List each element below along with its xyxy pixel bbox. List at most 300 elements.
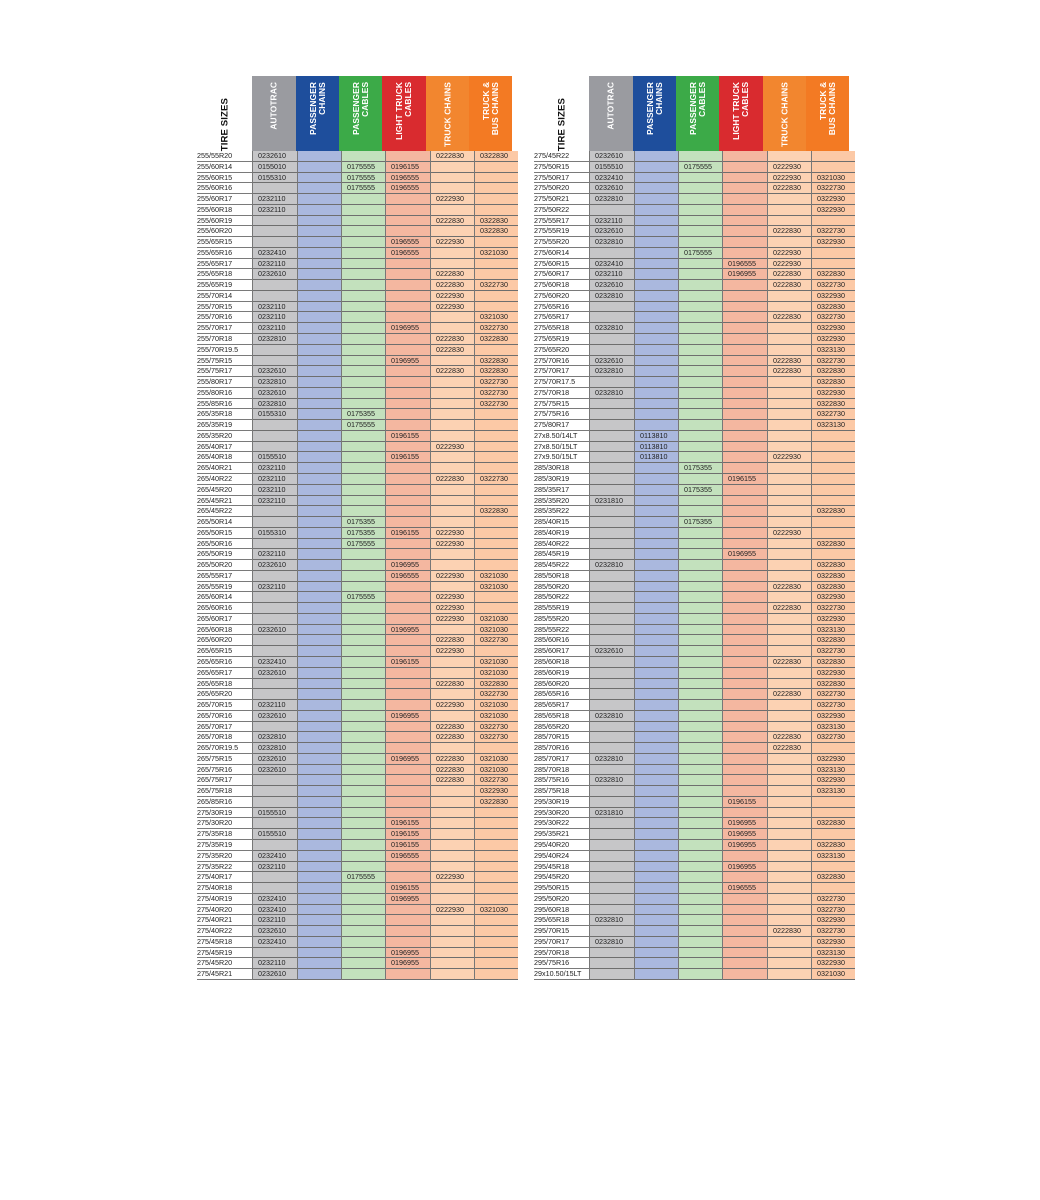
- truck-bus-chains-part-cell: [475, 926, 518, 937]
- passenger-cables-part-cell: [679, 571, 722, 582]
- light-truck-cables-part-cell: 0196155: [723, 474, 767, 485]
- passenger-cables-part-cell: [679, 582, 722, 593]
- light-truck-cables-part-cell: [386, 797, 430, 808]
- light-truck-cables-part-cell: [723, 958, 767, 969]
- passenger-chains-part-cell: [635, 851, 678, 862]
- truck-chains-part-cell: [431, 829, 474, 840]
- passenger-chains-part-cell: [635, 269, 678, 280]
- light-truck-cables-part-cell: [723, 700, 767, 711]
- autotrac-part-cell: [590, 743, 634, 754]
- autotrac-part-cell: 0232610: [590, 646, 634, 657]
- header-passenger-chains-label: PASSENGER CHAINS: [307, 82, 327, 135]
- column-autotrac: [252, 151, 297, 980]
- autotrac-part-cell: [590, 571, 634, 582]
- tire-size-cell: 295/45R18: [534, 862, 589, 873]
- truck-chains-part-cell: [431, 808, 474, 819]
- tire-size-cell: 265/60R14: [197, 592, 252, 603]
- truck-chains-part-cell: [431, 409, 474, 420]
- passenger-chains-part-cell: [298, 582, 341, 593]
- passenger-chains-part-cell: [635, 496, 678, 507]
- autotrac-part-cell: 0232410: [253, 937, 297, 948]
- passenger-cables-part-cell: [679, 474, 722, 485]
- truck-bus-chains-part-cell: 0322930: [812, 711, 855, 722]
- autotrac-part-cell: 0232610: [590, 280, 634, 291]
- passenger-chains-part-cell: [635, 517, 678, 528]
- truck-bus-chains-part-cell: 0322730: [812, 603, 855, 614]
- tire-size-cell: 275/65R19: [534, 334, 589, 345]
- header-passenger-chains: [633, 76, 676, 151]
- truck-bus-chains-part-cell: 0322730: [475, 399, 518, 410]
- tire-size-cell: 275/65R17: [534, 312, 589, 323]
- autotrac-part-cell: 0232810: [590, 237, 634, 248]
- autotrac-part-cell: [253, 786, 297, 797]
- passenger-chains-part-cell: [635, 183, 678, 194]
- truck-chains-part-cell: [431, 452, 474, 463]
- light-truck-cables-part-cell: [386, 291, 430, 302]
- passenger-chains-part-cell: [298, 926, 341, 937]
- autotrac-part-cell: [590, 345, 634, 356]
- passenger-chains-part-cell: [635, 829, 678, 840]
- truck-bus-chains-part-cell: 0321030: [475, 571, 518, 582]
- truck-chains-part-cell: [431, 883, 474, 894]
- passenger-chains-part-cell: [635, 862, 678, 873]
- light-truck-cables-part-cell: [386, 722, 430, 733]
- tire-size-cell: 285/40R19: [534, 528, 589, 539]
- light-truck-cables-part-cell: [723, 894, 767, 905]
- truck-bus-chains-part-cell: [475, 291, 518, 302]
- autotrac-part-cell: 0232110: [253, 496, 297, 507]
- header-truck-bus-chains-label: TRUCK & BUS CHAINS: [480, 82, 500, 136]
- passenger-cables-part-cell: [342, 356, 385, 367]
- truck-bus-chains-part-cell: 0322730: [812, 700, 855, 711]
- truck-bus-chains-part-cell: [475, 808, 518, 819]
- truck-chains-part-cell: 0222930: [431, 592, 474, 603]
- autotrac-part-cell: 0232110: [253, 582, 297, 593]
- autotrac-part-cell: 0232110: [253, 463, 297, 474]
- autotrac-part-cell: 0155510: [253, 452, 297, 463]
- passenger-cables-part-cell: [679, 829, 722, 840]
- truck-bus-chains-part-cell: [475, 862, 518, 873]
- autotrac-part-cell: [253, 571, 297, 582]
- truck-bus-chains-part-cell: 0322830: [475, 506, 518, 517]
- tire-size-cell: 275/40R19: [197, 894, 252, 905]
- truck-bus-chains-part-cell: 0322930: [812, 323, 855, 334]
- passenger-cables-part-cell: [679, 905, 722, 916]
- truck-chains-part-cell: [431, 549, 474, 560]
- passenger-cables-part-cell: 0175555: [342, 173, 385, 184]
- passenger-chains-part-cell: [298, 958, 341, 969]
- autotrac-part-cell: [590, 399, 634, 410]
- autotrac-part-cell: 0232410: [590, 259, 634, 270]
- light-truck-cables-part-cell: [723, 420, 767, 431]
- tire-size-cell: 275/35R18: [197, 829, 252, 840]
- passenger-cables-part-cell: 0175555: [342, 162, 385, 173]
- light-truck-cables-part-cell: [386, 442, 430, 453]
- table-header: [197, 76, 518, 151]
- header-autotrac-label: AUTOTRAC: [605, 82, 616, 130]
- header-passenger-chains: [296, 76, 339, 151]
- light-truck-cables-part-cell: [723, 539, 767, 550]
- tire-size-cell: 265/75R16: [197, 765, 252, 776]
- tire-size-cell: 275/40R17: [197, 872, 252, 883]
- truck-bus-chains-part-cell: 0323130: [812, 345, 855, 356]
- truck-bus-chains-part-cell: [475, 485, 518, 496]
- passenger-chains-part-cell: [298, 689, 341, 700]
- light-truck-cables-part-cell: [386, 969, 430, 980]
- autotrac-part-cell: [590, 603, 634, 614]
- tire-size-cell: 275/40R21: [197, 915, 252, 926]
- truck-chains-part-cell: [768, 549, 811, 560]
- header-truck-bus-chains: [806, 76, 849, 151]
- truck-bus-chains-part-cell: 0322730: [475, 388, 518, 399]
- truck-chains-part-cell: [431, 689, 474, 700]
- passenger-chains-part-cell: [298, 657, 341, 668]
- truck-chains-part-cell: [768, 323, 811, 334]
- autotrac-part-cell: 0232110: [253, 958, 297, 969]
- truck-bus-chains-part-cell: [475, 205, 518, 216]
- passenger-cables-part-cell: [342, 937, 385, 948]
- autotrac-part-cell: [253, 635, 297, 646]
- truck-bus-chains-part-cell: [475, 915, 518, 926]
- tire-size-cell: 285/35R20: [534, 496, 589, 507]
- truck-chains-part-cell: [768, 872, 811, 883]
- tire-size-cell: 285/30R19: [534, 474, 589, 485]
- truck-chains-part-cell: 0222930: [431, 237, 474, 248]
- light-truck-cables-part-cell: [386, 614, 430, 625]
- light-truck-cables-part-cell: 0196555: [386, 571, 430, 582]
- autotrac-part-cell: [590, 786, 634, 797]
- light-truck-cables-part-cell: [723, 926, 767, 937]
- passenger-cables-part-cell: 0175555: [342, 420, 385, 431]
- tire-size-cell: 295/60R18: [534, 905, 589, 916]
- autotrac-part-cell: [253, 872, 297, 883]
- passenger-cables-part-cell: [679, 345, 722, 356]
- tire-size-cell: 295/50R20: [534, 894, 589, 905]
- passenger-chains-part-cell: [298, 786, 341, 797]
- tire-size-cell: 265/50R16: [197, 539, 252, 550]
- passenger-chains-part-cell: [635, 840, 678, 851]
- passenger-cables-part-cell: [342, 743, 385, 754]
- passenger-chains-part-cell: [298, 291, 341, 302]
- light-truck-cables-part-cell: [723, 280, 767, 291]
- autotrac-part-cell: [253, 689, 297, 700]
- passenger-chains-part-cell: [298, 818, 341, 829]
- truck-chains-part-cell: 0222830: [768, 603, 811, 614]
- light-truck-cables-part-cell: 0196955: [386, 560, 430, 571]
- tire-size-cell: 275/60R15: [534, 259, 589, 270]
- tire-size-cell: 275/55R20: [534, 237, 589, 248]
- light-truck-cables-part-cell: [723, 614, 767, 625]
- autotrac-part-cell: [253, 216, 297, 227]
- tire-size-cell: 275/55R17: [534, 216, 589, 227]
- passenger-chains-part-cell: [298, 948, 341, 959]
- light-truck-cables-part-cell: [386, 679, 430, 690]
- header-autotrac-label: AUTOTRAC: [268, 82, 279, 130]
- truck-chains-part-cell: 0222830: [431, 151, 474, 162]
- passenger-cables-part-cell: [342, 194, 385, 205]
- tire-size-cell: 275/30R19: [197, 808, 252, 819]
- passenger-chains-part-cell: [635, 818, 678, 829]
- passenger-chains-part-cell: [635, 237, 678, 248]
- autotrac-part-cell: [590, 409, 634, 420]
- truck-chains-part-cell: [431, 259, 474, 270]
- column-tire-sizes: [197, 151, 252, 980]
- column-autotrac: [589, 151, 634, 980]
- truck-chains-part-cell: [768, 915, 811, 926]
- truck-chains-part-cell: [768, 291, 811, 302]
- autotrac-part-cell: 0232610: [590, 151, 634, 162]
- passenger-chains-part-cell: [298, 248, 341, 259]
- passenger-chains-part-cell: [635, 291, 678, 302]
- passenger-cables-part-cell: [342, 237, 385, 248]
- truck-bus-chains-part-cell: [812, 431, 855, 442]
- light-truck-cables-part-cell: 0196555: [386, 248, 430, 259]
- tire-size-cell: 255/65R19: [197, 280, 252, 291]
- column-passenger-cables: [341, 151, 385, 980]
- truck-bus-chains-part-cell: [812, 452, 855, 463]
- passenger-cables-part-cell: [342, 808, 385, 819]
- truck-bus-chains-part-cell: 0322830: [475, 334, 518, 345]
- truck-bus-chains-part-cell: 0322830: [475, 366, 518, 377]
- light-truck-cables-part-cell: [386, 485, 430, 496]
- truck-chains-part-cell: [431, 312, 474, 323]
- truck-bus-chains-part-cell: 0323130: [812, 722, 855, 733]
- passenger-cables-part-cell: [679, 754, 722, 765]
- light-truck-cables-part-cell: [386, 872, 430, 883]
- passenger-chains-part-cell: [298, 969, 341, 980]
- light-truck-cables-part-cell: [723, 517, 767, 528]
- passenger-cables-part-cell: [342, 571, 385, 582]
- passenger-chains-part-cell: [635, 926, 678, 937]
- truck-bus-chains-part-cell: 0322730: [812, 689, 855, 700]
- truck-bus-chains-part-cell: 0322930: [812, 614, 855, 625]
- autotrac-part-cell: [590, 377, 634, 388]
- light-truck-cables-part-cell: [386, 635, 430, 646]
- autotrac-part-cell: [590, 312, 634, 323]
- passenger-cables-part-cell: [679, 431, 722, 442]
- light-truck-cables-part-cell: [386, 646, 430, 657]
- truck-chains-part-cell: [768, 539, 811, 550]
- light-truck-cables-part-cell: 0196155: [386, 829, 430, 840]
- truck-chains-part-cell: [431, 377, 474, 388]
- light-truck-cables-part-cell: [386, 474, 430, 485]
- autotrac-part-cell: [590, 625, 634, 636]
- passenger-cables-part-cell: [342, 259, 385, 270]
- passenger-cables-part-cell: [342, 722, 385, 733]
- truck-bus-chains-part-cell: [812, 474, 855, 485]
- passenger-cables-part-cell: [679, 646, 722, 657]
- tire-size-cell: 265/50R20: [197, 560, 252, 571]
- autotrac-part-cell: 0232110: [590, 216, 634, 227]
- passenger-cables-part-cell: [679, 765, 722, 776]
- tire-size-cell: 255/65R17: [197, 259, 252, 270]
- light-truck-cables-part-cell: 0196155: [386, 431, 430, 442]
- truck-chains-part-cell: [431, 356, 474, 367]
- truck-bus-chains-part-cell: [475, 872, 518, 883]
- tire-size-cell: 285/70R16: [534, 743, 589, 754]
- passenger-cables-part-cell: [342, 452, 385, 463]
- passenger-cables-part-cell: [342, 786, 385, 797]
- light-truck-cables-part-cell: [386, 420, 430, 431]
- tire-size-cell: 275/75R16: [534, 409, 589, 420]
- autotrac-part-cell: 0232610: [253, 151, 297, 162]
- light-truck-cables-part-cell: [723, 151, 767, 162]
- tire-size-cell: 285/60R17: [534, 646, 589, 657]
- passenger-cables-part-cell: [679, 840, 722, 851]
- light-truck-cables-part-cell: [386, 388, 430, 399]
- autotrac-part-cell: [253, 539, 297, 550]
- passenger-chains-part-cell: 0113810: [635, 452, 678, 463]
- truck-chains-part-cell: [768, 635, 811, 646]
- autotrac-part-cell: 0232810: [590, 194, 634, 205]
- truck-bus-chains-part-cell: [812, 216, 855, 227]
- truck-chains-part-cell: 0222830: [768, 183, 811, 194]
- column-truck-chains: [767, 151, 811, 980]
- truck-chains-part-cell: 0222830: [431, 334, 474, 345]
- tire-size-cell: 295/30R22: [534, 818, 589, 829]
- light-truck-cables-part-cell: [386, 216, 430, 227]
- passenger-cables-part-cell: [342, 377, 385, 388]
- autotrac-part-cell: [590, 765, 634, 776]
- light-truck-cables-part-cell: [723, 722, 767, 733]
- light-truck-cables-part-cell: [386, 786, 430, 797]
- truck-chains-part-cell: [768, 442, 811, 453]
- passenger-chains-part-cell: [635, 162, 678, 173]
- truck-bus-chains-part-cell: 0322730: [812, 312, 855, 323]
- tire-size-table-right: [534, 76, 855, 980]
- passenger-chains-part-cell: [635, 571, 678, 582]
- light-truck-cables-part-cell: 0196555: [386, 173, 430, 184]
- truck-chains-part-cell: [768, 786, 811, 797]
- truck-chains-part-cell: 0222930: [431, 302, 474, 313]
- passenger-chains-part-cell: [298, 151, 341, 162]
- tire-size-cell: 275/35R20: [197, 851, 252, 862]
- light-truck-cables-part-cell: [723, 312, 767, 323]
- light-truck-cables-part-cell: [723, 915, 767, 926]
- passenger-chains-part-cell: [298, 883, 341, 894]
- truck-chains-part-cell: 0222930: [431, 539, 474, 550]
- light-truck-cables-part-cell: [386, 377, 430, 388]
- tire-size-cell: 275/70R17: [534, 366, 589, 377]
- passenger-chains-part-cell: [298, 302, 341, 313]
- passenger-chains-part-cell: [298, 646, 341, 657]
- tire-size-cell: 285/60R19: [534, 668, 589, 679]
- autotrac-part-cell: [590, 969, 634, 980]
- truck-chains-part-cell: [431, 958, 474, 969]
- truck-bus-chains-part-cell: [475, 969, 518, 980]
- truck-chains-part-cell: 0222830: [768, 269, 811, 280]
- truck-chains-part-cell: [768, 388, 811, 399]
- truck-chains-part-cell: [768, 431, 811, 442]
- header-autotrac: [252, 76, 296, 151]
- passenger-chains-part-cell: [635, 668, 678, 679]
- autotrac-part-cell: [590, 539, 634, 550]
- truck-chains-part-cell: [768, 302, 811, 313]
- passenger-chains-part-cell: [635, 334, 678, 345]
- passenger-chains-part-cell: [298, 765, 341, 776]
- autotrac-part-cell: [253, 797, 297, 808]
- passenger-cables-part-cell: [342, 205, 385, 216]
- passenger-cables-part-cell: [342, 399, 385, 410]
- autotrac-part-cell: [590, 905, 634, 916]
- light-truck-cables-part-cell: [386, 302, 430, 313]
- tire-size-cell: 265/35R19: [197, 420, 252, 431]
- tire-size-cell: 295/40R20: [534, 840, 589, 851]
- tire-size-cell: 255/80R17: [197, 377, 252, 388]
- column-passenger-chains: [634, 151, 678, 980]
- passenger-chains-part-cell: [635, 409, 678, 420]
- autotrac-part-cell: 0232110: [253, 312, 297, 323]
- passenger-chains-part-cell: [635, 614, 678, 625]
- autotrac-part-cell: 0232810: [590, 323, 634, 334]
- truck-bus-chains-part-cell: 0322730: [475, 280, 518, 291]
- passenger-chains-part-cell: [298, 528, 341, 539]
- truck-bus-chains-part-cell: [812, 883, 855, 894]
- autotrac-part-cell: 0232610: [590, 226, 634, 237]
- autotrac-part-cell: 0232610: [253, 668, 297, 679]
- passenger-chains-part-cell: [298, 485, 341, 496]
- truck-bus-chains-part-cell: 0322730: [475, 775, 518, 786]
- light-truck-cables-part-cell: [386, 775, 430, 786]
- truck-chains-part-cell: 0222930: [431, 700, 474, 711]
- passenger-chains-part-cell: [635, 894, 678, 905]
- tire-size-cell: 275/40R22: [197, 926, 252, 937]
- passenger-cables-part-cell: [679, 668, 722, 679]
- light-truck-cables-part-cell: [723, 786, 767, 797]
- autotrac-part-cell: [253, 818, 297, 829]
- truck-bus-chains-part-cell: 0321030: [475, 765, 518, 776]
- truck-bus-chains-part-cell: [812, 463, 855, 474]
- autotrac-part-cell: [590, 958, 634, 969]
- autotrac-part-cell: [590, 431, 634, 442]
- truck-chains-part-cell: [768, 840, 811, 851]
- truck-bus-chains-part-cell: [475, 937, 518, 948]
- tire-size-cell: 275/45R18: [197, 937, 252, 948]
- truck-chains-part-cell: [768, 829, 811, 840]
- truck-bus-chains-part-cell: 0322730: [475, 732, 518, 743]
- passenger-cables-part-cell: [679, 237, 722, 248]
- truck-bus-chains-part-cell: [475, 743, 518, 754]
- truck-chains-part-cell: 0222830: [431, 765, 474, 776]
- autotrac-part-cell: [253, 420, 297, 431]
- passenger-cables-part-cell: [342, 851, 385, 862]
- header-light-truck-cables: [719, 76, 763, 151]
- light-truck-cables-part-cell: [723, 625, 767, 636]
- passenger-cables-part-cell: [679, 399, 722, 410]
- tire-size-cell: 275/70R18: [534, 388, 589, 399]
- passenger-cables-part-cell: [342, 614, 385, 625]
- light-truck-cables-part-cell: [723, 603, 767, 614]
- autotrac-part-cell: 0155010: [253, 162, 297, 173]
- autotrac-part-cell: [590, 635, 634, 646]
- truck-bus-chains-part-cell: 0323130: [812, 765, 855, 776]
- truck-bus-chains-part-cell: 0322930: [812, 937, 855, 948]
- truck-chains-part-cell: [768, 958, 811, 969]
- tire-size-cell: 265/60R17: [197, 614, 252, 625]
- truck-bus-chains-part-cell: 0322930: [812, 194, 855, 205]
- header-tire-sizes-label: TIRE SIZES: [556, 98, 567, 152]
- tire-size-cell: 285/70R17: [534, 754, 589, 765]
- truck-chains-part-cell: [768, 937, 811, 948]
- passenger-chains-part-cell: [298, 388, 341, 399]
- passenger-cables-part-cell: [679, 657, 722, 668]
- tire-size-cell: 275/45R22: [534, 151, 589, 162]
- passenger-chains-part-cell: [298, 625, 341, 636]
- passenger-chains-part-cell: [635, 689, 678, 700]
- passenger-cables-part-cell: [679, 614, 722, 625]
- light-truck-cables-part-cell: [386, 312, 430, 323]
- light-truck-cables-part-cell: [723, 560, 767, 571]
